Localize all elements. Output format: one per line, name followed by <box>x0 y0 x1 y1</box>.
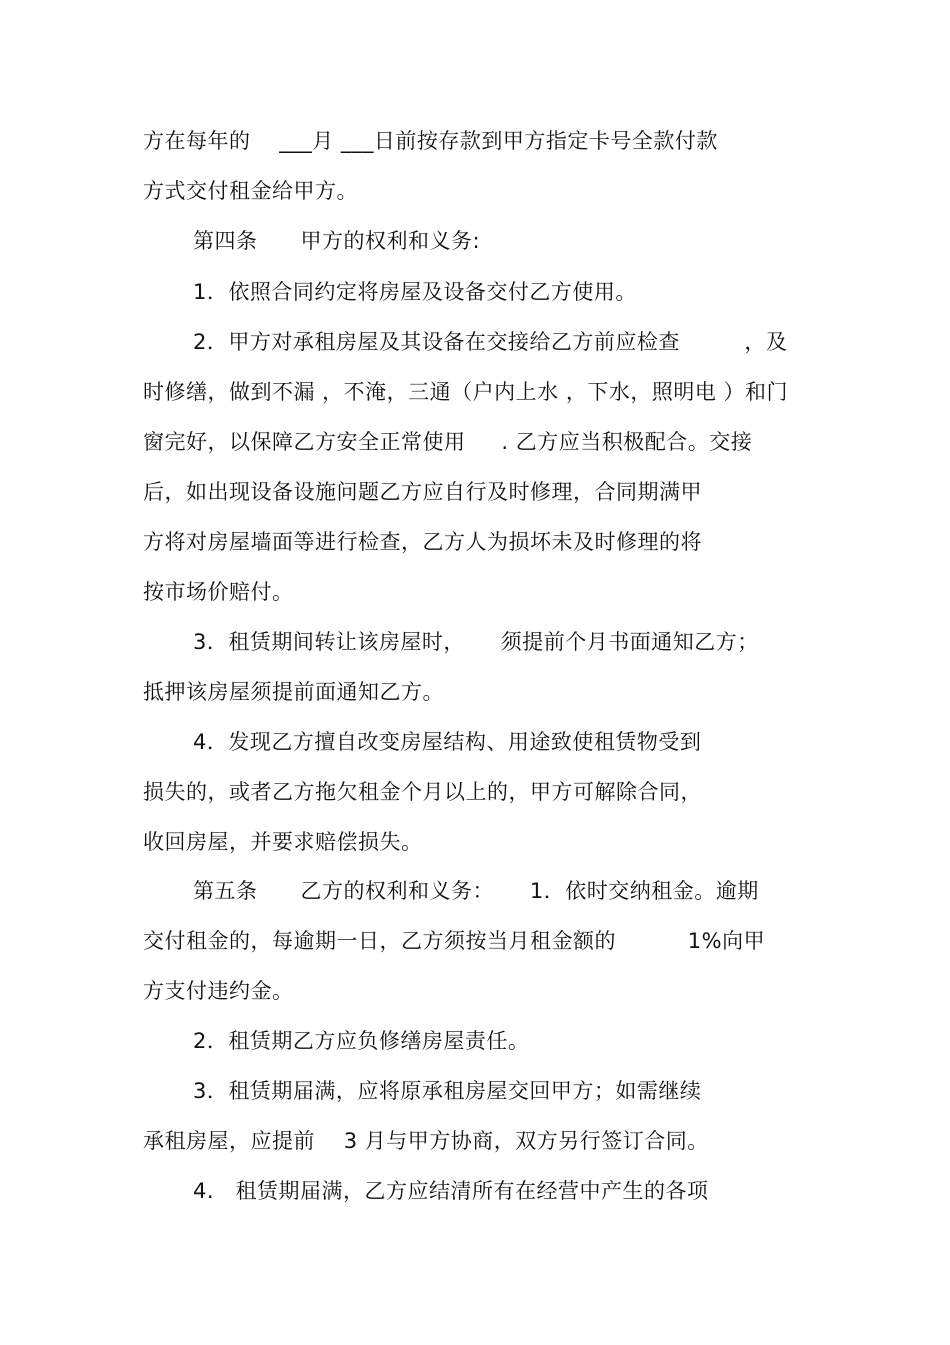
text-line: 4．发现乙方擅自改变房屋结构、用途致使租赁物受到 <box>193 730 702 754</box>
text-line: 方在每年的 ___月 ___日前按存款到甲方指定卡号全款付款 <box>143 129 718 153</box>
article-heading: 第五条 乙方的权利和义务： 1．依时交纳租金。逾期 <box>193 879 759 903</box>
text-line: 3．租赁期届满，应将原承租房屋交回甲方；如需继续 <box>193 1079 702 1103</box>
text-line: 时修缮，做到不漏 ，不淹，三通（户内上水 ，下水，照明电 ）和门 <box>143 380 789 404</box>
text-line: 2．甲方对承租房屋及其设备在交接给乙方前应检查 ，及 <box>193 330 788 354</box>
text-line: 2．租赁期乙方应负修缮房屋责任。 <box>193 1029 530 1053</box>
text-line: 窗完好，以保障乙方安全正常使用 . 乙方应当积极配合。交接 <box>143 430 753 454</box>
text-line: 方将对房屋墙面等进行检查，乙方人为损坏未及时修理的将 <box>143 530 702 554</box>
text-line: 承租房屋，应提前 3 月与甲方协商，双方另行签订合同。 <box>143 1129 709 1153</box>
text-line: 方支付违约金。 <box>143 979 294 1003</box>
text-line: 交付租金的，每逾期一日，乙方须按当月租金额的 1%向甲 <box>143 929 766 953</box>
text-line: 收回房屋，并要求赔偿损失。 <box>143 830 423 854</box>
text-line: 4. 租赁期届满，乙方应结清所有在经营中产生的各项 <box>193 1179 709 1203</box>
text-line: 后，如出现设备设施问题乙方应自行及时修理，合同期满甲 <box>143 480 702 504</box>
text-line: 损失的，或者乙方拖欠租金个月以上的，甲方可解除合同， <box>143 780 702 804</box>
text-line: 按市场价赔付。 <box>143 580 294 604</box>
text-line: 3．租赁期间转让该房屋时， 须提前个月书面通知乙方； <box>193 630 759 654</box>
article-heading: 第四条 甲方的权利和义务: <box>193 229 481 253</box>
text-line: 抵押该房屋须提前面通知乙方。 <box>143 680 444 704</box>
text-line: 方式交付租金给甲方。 <box>143 179 358 203</box>
text-line: 1．依照合同约定将房屋及设备交付乙方使用。 <box>193 280 637 304</box>
